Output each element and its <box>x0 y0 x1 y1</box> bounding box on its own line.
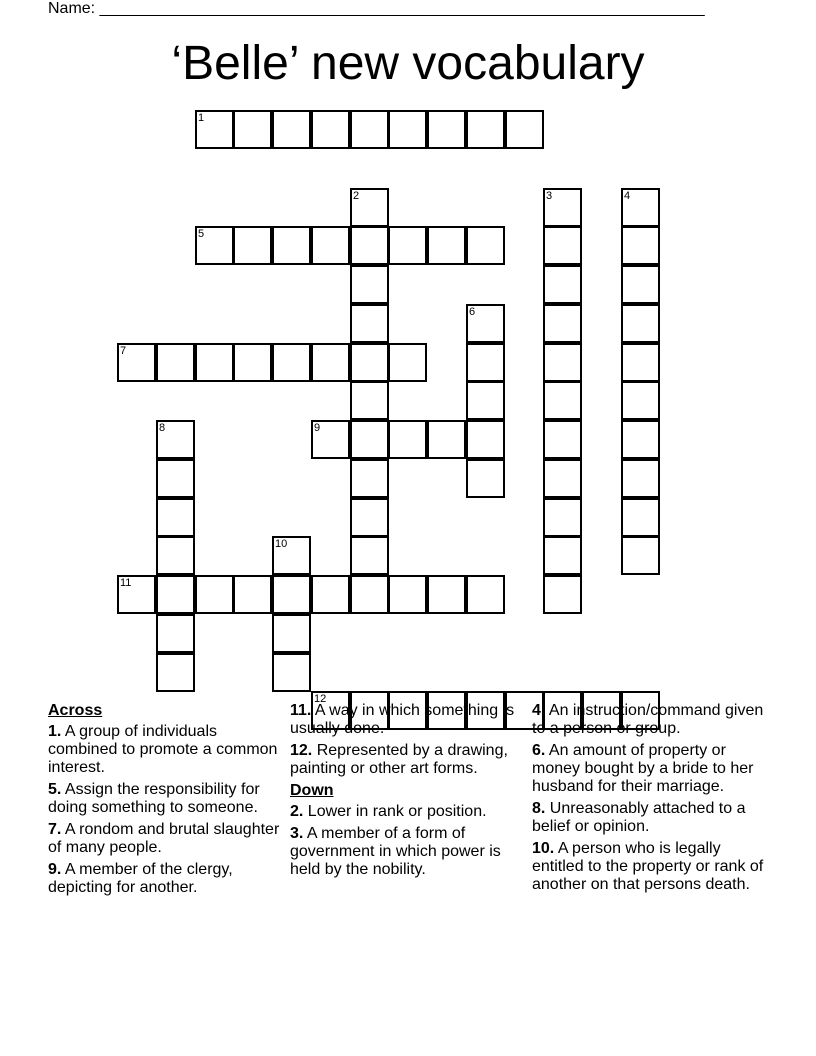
clue-item-text: A person who is legally entitled to the property or rank of another on that persons death. <box>532 840 764 893</box>
grid-cell[interactable] <box>466 420 505 459</box>
clue-item <box>532 742 764 796</box>
clue-number: 3 <box>546 190 553 202</box>
grid-cell[interactable] <box>117 343 156 382</box>
grid-cell[interactable] <box>311 110 350 149</box>
clue-item-text: Assign the responsibility for doing something to someone. <box>48 781 260 816</box>
clue-item-number: 7. <box>48 821 62 838</box>
grid-cell[interactable] <box>156 536 195 575</box>
grid-cell[interactable] <box>388 420 427 459</box>
grid-cell[interactable] <box>543 226 582 265</box>
grid-cell[interactable] <box>195 575 234 614</box>
clue-item <box>48 781 280 817</box>
grid-cell[interactable] <box>350 226 389 265</box>
puzzle-title: ‘Belle’ new vocabulary <box>171 37 645 90</box>
grid-cell[interactable] <box>621 343 660 382</box>
clue-number: 10 <box>275 538 288 550</box>
grid-cell[interactable] <box>543 265 582 304</box>
clue-item-text: Represented by a drawing, painting or other art forms. <box>290 742 508 777</box>
grid-cell[interactable] <box>621 498 660 537</box>
grid-cell[interactable] <box>388 575 427 614</box>
grid-cell[interactable] <box>195 226 234 265</box>
grid-cell[interactable] <box>350 575 389 614</box>
grid-cell[interactable] <box>388 226 427 265</box>
clue-number: 8 <box>159 422 166 434</box>
grid-cell[interactable] <box>156 614 195 653</box>
grid-cell[interactable] <box>272 653 311 692</box>
clue-item-text: Unreasonably attached to a belief or opinion. <box>532 800 746 835</box>
grid-cell[interactable] <box>621 226 660 265</box>
grid-cell[interactable] <box>156 575 195 614</box>
clues-column-1 <box>48 702 280 901</box>
clue-item <box>48 821 280 857</box>
grid-cell[interactable] <box>195 110 234 149</box>
grid-cell[interactable] <box>350 498 389 537</box>
grid-cell[interactable] <box>466 381 505 420</box>
grid-cell[interactable] <box>543 575 582 614</box>
grid-cell[interactable] <box>388 343 427 382</box>
grid-cell[interactable] <box>350 343 389 382</box>
grid-cell[interactable] <box>156 459 195 498</box>
grid-cell[interactable] <box>621 265 660 304</box>
grid-cell[interactable] <box>350 381 389 420</box>
clue-number: 12 <box>314 693 327 705</box>
grid-cell[interactable] <box>311 226 350 265</box>
clue-item <box>290 803 522 821</box>
grid-cell[interactable] <box>272 614 311 653</box>
clue-item-number: 12. <box>290 742 313 759</box>
grid-cell[interactable] <box>272 575 311 614</box>
grid-cell[interactable] <box>621 459 660 498</box>
grid-cell[interactable] <box>621 304 660 343</box>
grid-cell[interactable] <box>466 304 505 343</box>
clue-item-text: A group of individuals combined to promote a common interest. <box>48 723 278 776</box>
grid-cell[interactable] <box>427 420 466 459</box>
grid-cell[interactable] <box>233 226 272 265</box>
clue-item-text: A member of the clergy, depicting for another. <box>48 861 233 896</box>
grid-cell[interactable] <box>117 575 156 614</box>
clue-item-number: 4. <box>532 702 546 719</box>
grid-cell[interactable] <box>233 110 272 149</box>
grid-cell[interactable] <box>388 110 427 149</box>
clues-column-2 <box>290 702 522 883</box>
clue-item-number: 6. <box>532 742 546 759</box>
clue-item-number: 2. <box>290 803 304 820</box>
grid-cell[interactable] <box>543 188 582 227</box>
clue-item-number: 10. <box>532 840 555 857</box>
clue-item-text: A way in which something is usually done. <box>290 702 515 737</box>
grid-cell[interactable] <box>350 459 389 498</box>
clue-item-number: 9. <box>48 861 62 878</box>
clue-item <box>48 723 280 777</box>
clues-heading-across: Across <box>48 702 103 719</box>
clues-column-3 <box>532 702 764 898</box>
clue-number: 9 <box>314 422 321 434</box>
clue-number: 1 <box>198 112 205 124</box>
grid-cell[interactable] <box>350 304 389 343</box>
grid-cell[interactable] <box>350 265 389 304</box>
clues-heading-down: Down <box>290 782 334 799</box>
grid-cell[interactable] <box>350 188 389 227</box>
grid-cell[interactable] <box>543 536 582 575</box>
grid-cell[interactable] <box>543 420 582 459</box>
clue-item <box>532 840 764 894</box>
grid-cell[interactable] <box>466 459 505 498</box>
grid-cell[interactable] <box>350 110 389 149</box>
clue-item <box>532 800 764 836</box>
clue-item-text: A member of a form of government in which power is held by the nobility. <box>290 825 501 878</box>
clue-item-number: 11. <box>290 702 312 719</box>
grid-cell[interactable] <box>621 536 660 575</box>
grid-cell[interactable] <box>233 343 272 382</box>
grid-cell[interactable] <box>621 188 660 227</box>
grid-cell[interactable] <box>156 420 195 459</box>
grid-cell[interactable] <box>543 381 582 420</box>
clue-item <box>290 742 522 778</box>
clue-item-text: A rondom and brutal slaughter of many people. <box>48 821 280 856</box>
grid-cell[interactable] <box>466 226 505 265</box>
clue-item <box>48 861 280 897</box>
grid-cell[interactable] <box>156 498 195 537</box>
grid-cell[interactable] <box>543 304 582 343</box>
clue-item <box>532 702 764 738</box>
clue-number: 6 <box>469 306 476 318</box>
grid-cell[interactable] <box>311 420 350 459</box>
clue-item-number: 1. <box>48 723 62 740</box>
grid-cell[interactable] <box>427 110 466 149</box>
grid-cell[interactable] <box>311 343 350 382</box>
clue-item <box>290 702 522 738</box>
grid-cell[interactable] <box>156 653 195 692</box>
clue-item-number: 3. <box>290 825 304 842</box>
grid-cell[interactable] <box>311 575 350 614</box>
grid-cell[interactable] <box>427 575 466 614</box>
clue-number: 4 <box>624 190 631 202</box>
clue-item-text: Lower in rank or position. <box>303 803 487 820</box>
grid-cell[interactable] <box>272 343 311 382</box>
clue-item <box>290 825 522 879</box>
grid-cell[interactable] <box>505 110 544 149</box>
grid-cell[interactable] <box>350 536 389 575</box>
grid-cell[interactable] <box>195 343 234 382</box>
grid-cell[interactable] <box>543 343 582 382</box>
grid-cell[interactable] <box>543 459 582 498</box>
grid-cell[interactable] <box>427 226 466 265</box>
clue-item-text: An amount of property or money bought by a bride to her husband for their marriage. <box>532 742 754 795</box>
clue-number: 7 <box>120 345 127 357</box>
grid-cell[interactable] <box>466 343 505 382</box>
clue-item-number: 5. <box>48 781 62 798</box>
clue-number: 11 <box>120 577 132 589</box>
clue-item-text: An instruction/command given to a person or group. <box>532 702 764 737</box>
name-line: Name: ____________________________________________________________________ <box>48 0 705 17</box>
grid-cell[interactable] <box>466 110 505 149</box>
grid-cell[interactable] <box>272 226 311 265</box>
grid-cell[interactable] <box>621 381 660 420</box>
grid-cell[interactable] <box>156 343 195 382</box>
grid-cell[interactable] <box>233 575 272 614</box>
clue-number: 2 <box>353 190 360 202</box>
grid-cell[interactable] <box>272 110 311 149</box>
clue-item-number: 8. <box>532 800 546 817</box>
grid-cell[interactable] <box>621 420 660 459</box>
grid-cell[interactable] <box>272 536 311 575</box>
clue-number: 5 <box>198 228 205 240</box>
grid-cell[interactable] <box>466 575 505 614</box>
grid-cell[interactable] <box>543 498 582 537</box>
grid-cell[interactable] <box>350 420 389 459</box>
